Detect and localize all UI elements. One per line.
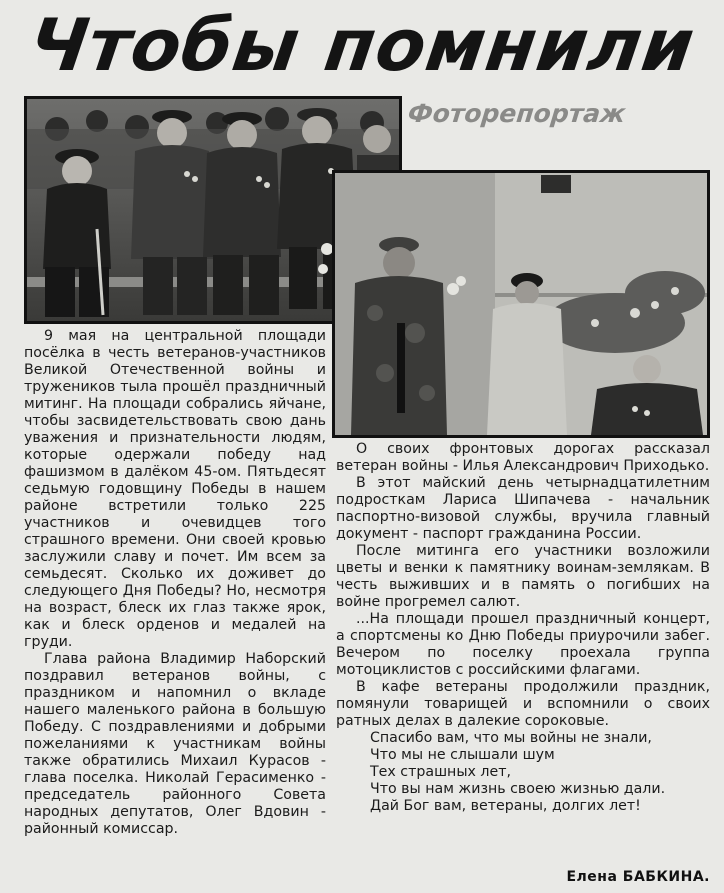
poem-line: Что мы не слышали шум [370,747,555,763]
article-right-column [336,441,710,815]
rubric-label: Фоторепортаж [406,99,627,128]
author-byline: Елена БАБКИНА. [566,869,710,885]
article-paragraph: Глава района Владимир Наборский поздравил ветеранов войны, с праздником и напомнил о вкладе нашего маленького района в большую Победу. С поздравлениями и добрыми пожеланиями к участникам войны также обратились Михаил Курасов - глава поселка. Николай Герасименко - председатель районного Совета народных депутатов, Олег Вдовин - районный комиссар. [24,651,326,837]
poem [336,730,710,815]
article-paragraph: 9 мая на центральной площади посёлка в честь ветеранов-участников Великой Отечественной войны и тружеников тыла прошёл праздничный митинг. На площади собрались яйчане, чтобы засвидетельствовать свою дань уважения и признательности людям, которые одержали победу над фашизмом в далёком 45-ом. Пятьдесят седьмую годовщину Победы в нашем районе встретили только 225 участников и очевидцев того страшного времени. Они своей кровью заслужили славу и почет. Им всем за семьдесят. Сколько их доживет до следующего Дня Победы? Но, несмотря на возраст, блеск их глаз также ярок, как и блеск орденов и медалей на груди. [24,328,326,650]
article-paragraph: ...На площади прошел праздничный концерт, а спортсмены ко Дню Победы приурочили забег. Вечером по поселку проехала группа мотоциклистов с российскими флагами. [336,611,710,678]
wreath-laying-image [335,173,707,435]
article-left-column [24,328,326,838]
wreath-laying-photo [332,170,710,438]
article-paragraph: В кафе ветераны продолжили праздник, помянули товарищей и вспомнили о своих ратных делах в далекие сороковые. [336,679,710,729]
article-paragraph: В этот майский день четырнадцатилетним подросткам Лариса Шипачева - начальник паспортно-визовой службы, вручила главный документ - паспорт гражданина России. [336,475,710,542]
poem-line: Спасибо вам, что мы войны не знали, [370,730,652,746]
headline: Чтобы помнили [23,3,700,87]
article-paragraph: После митинга его участники возложили цветы и венки к памятнику воинам-землякам. В честь выживших и в память о погибших на войне прогремел салют. [336,543,710,610]
poem-line: Что вы нам жизнь своею жизнью дали. [370,781,666,797]
poem-line: Тех страшных лет, [370,764,512,780]
poem-line: Дай Бог вам, ветераны, долгих лет! [370,798,641,814]
article-paragraph: О своих фронтовых дорогах рассказал ветеран войны - Илья Александрович Приходько. [336,441,710,474]
